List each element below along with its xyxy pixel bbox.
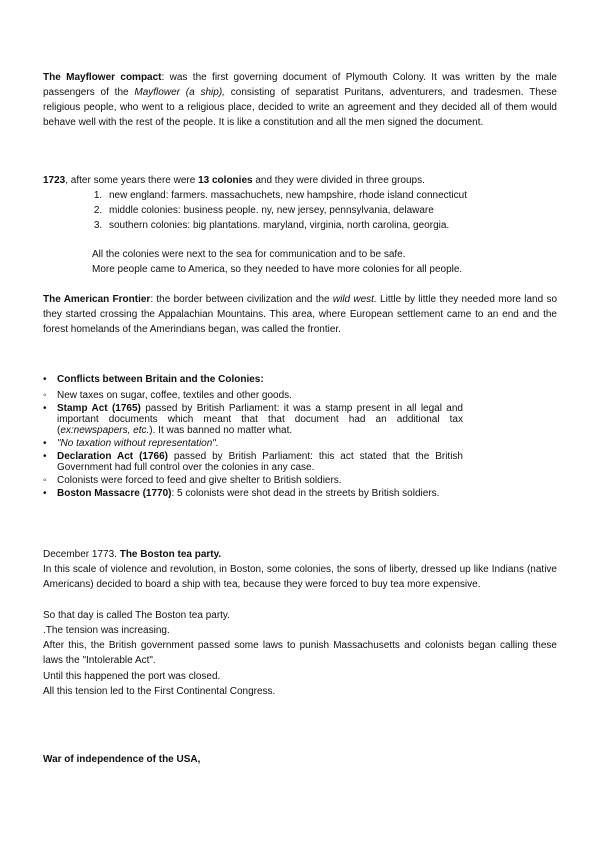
conflict-taxes-text: New taxes on sugar, coffee, textiles and other goods. bbox=[57, 390, 292, 401]
colonies-intro-text-2: and they were divided in three groups. bbox=[252, 175, 425, 186]
stamp-act-text-1: passed by British Parliament: it was a stamp present in all legal and important documents which meant that that document had an additional tax ( bbox=[57, 403, 463, 436]
conflict-item-boston-massacre bbox=[43, 488, 463, 499]
bullet-icon: • bbox=[43, 451, 47, 462]
frontier-text-2: Little by little they needed more land so they started crossing the Appalachian Mountains. This area, where European settlement came to an end and the forest homelands of the Amerindians began, was called the frontier. bbox=[43, 294, 558, 335]
frontier-term: The American Frontier bbox=[43, 294, 151, 305]
declaration-act-term: Declaration Act (1766) bbox=[57, 451, 168, 462]
bullet-icon: • bbox=[43, 403, 47, 414]
war-heading bbox=[43, 752, 557, 767]
colonies-note-1: All the colonies were next to the sea for communication and to be safe. bbox=[92, 249, 406, 260]
circle-bullet-icon: ◦ bbox=[43, 390, 47, 401]
mayflower-text-1: : was the first governing document of Plymouth Colony. It was written by the male passengers of the bbox=[43, 72, 557, 98]
teaparty-paragraph-6: All this tension led to the First Continental Congress. bbox=[43, 686, 276, 697]
stamp-act-text-2: ). It was banned no matter what. bbox=[149, 425, 293, 436]
frontier-paragraph bbox=[43, 292, 557, 337]
teaparty-paragraph-3: .The tension was increasing. bbox=[43, 625, 170, 636]
frontier-italic: wild west. bbox=[332, 294, 377, 305]
colonies-year: 1723 bbox=[43, 175, 66, 186]
conflicts-list bbox=[43, 374, 463, 501]
teaparty-date: December 1773. bbox=[43, 549, 120, 560]
stamp-act-term: Stamp Act (1765) bbox=[57, 403, 141, 414]
conflicts-heading: Conflicts between Britain and the Colonies: bbox=[57, 374, 264, 385]
colony-group-item: 2. middle colonies: business people. ny, new jersey, pennsylvania, delaware bbox=[105, 203, 565, 218]
colonists-text: Colonists were forced to feed and give shelter to British soldiers. bbox=[57, 475, 342, 486]
circle-bullet-icon: ◦ bbox=[43, 475, 47, 486]
bullet-icon: • bbox=[43, 374, 47, 385]
bullet-icon: • bbox=[43, 488, 47, 499]
conflict-item-declaration-act bbox=[43, 451, 463, 473]
teaparty-paragraph-1: In this scale of violence and revolution, in Boston, some colonies, the sons of liberty, dressed up like Indians (native Americans) decided to board a ship with tea, because they were forced to buy tea more expensive. bbox=[43, 564, 557, 590]
declaration-act-text: passed by British Parliament: this act stated that the British Government had full control over the colonies in any case. bbox=[57, 451, 463, 473]
conflicts-heading-item bbox=[43, 374, 463, 385]
colony-groups-list bbox=[75, 188, 565, 233]
colonies-count: 13 colonies bbox=[198, 175, 253, 186]
teaparty-paragraph-2: So that day is called The Boston tea party. bbox=[43, 610, 230, 621]
conflict-item-stamp-act bbox=[43, 403, 463, 436]
teaparty-heading bbox=[43, 547, 557, 562]
mayflower-paragraph bbox=[43, 70, 557, 130]
colonies-note-2: More people came to America, so they needed to have more colonies for all people. bbox=[92, 264, 463, 275]
colonies-intro-text-1: , after some years there were bbox=[65, 175, 199, 186]
stamp-act-italic: ex:newspapers, etc. bbox=[60, 425, 150, 436]
frontier-text-1: : the border between civilization and the bbox=[150, 294, 333, 305]
teaparty-title: The Boston tea party. bbox=[119, 549, 222, 560]
bullet-icon: • bbox=[43, 438, 47, 449]
conflict-item-slogan bbox=[43, 438, 463, 449]
teaparty-paragraph-5: Until this happened the port was closed. bbox=[43, 671, 221, 682]
mayflower-term: The Mayflower compact bbox=[43, 72, 162, 83]
mayflower-italic: Mayflower (a ship), bbox=[134, 87, 225, 98]
conflict-item-taxes bbox=[43, 390, 463, 401]
conflict-item-colonists bbox=[43, 475, 463, 486]
colonies-intro bbox=[43, 173, 557, 188]
slogan-text: "No taxation without representation". bbox=[57, 438, 219, 449]
war-title: War of independence of the USA, bbox=[43, 754, 201, 765]
teaparty-paragraph-4: After this, the British government passed some laws to punish Massachusetts and colonists began calling these laws the "Intolerable Act". bbox=[43, 640, 557, 666]
boston-massacre-text: : 5 colonists were shot dead in the streets by British soldiers. bbox=[171, 488, 440, 499]
boston-massacre-term: Boston Massacre (1770) bbox=[57, 488, 172, 499]
colony-group-item: 3. southern colonies: big plantations. maryland, virginia, north carolina, georgia. bbox=[105, 218, 565, 233]
mayflower-text-2: consisting of separatist Puritans, adventurers, and tradesmen. These religious people, who went to a religious place, decided to write an agreement and they decided all of them would behave well with the rest of the people. It is like a constitution and all the men signed the document. bbox=[43, 87, 557, 128]
colony-group-item: 1. new england: farmers. massachuchets, new hampshire, rhode island connecticut bbox=[105, 188, 565, 203]
